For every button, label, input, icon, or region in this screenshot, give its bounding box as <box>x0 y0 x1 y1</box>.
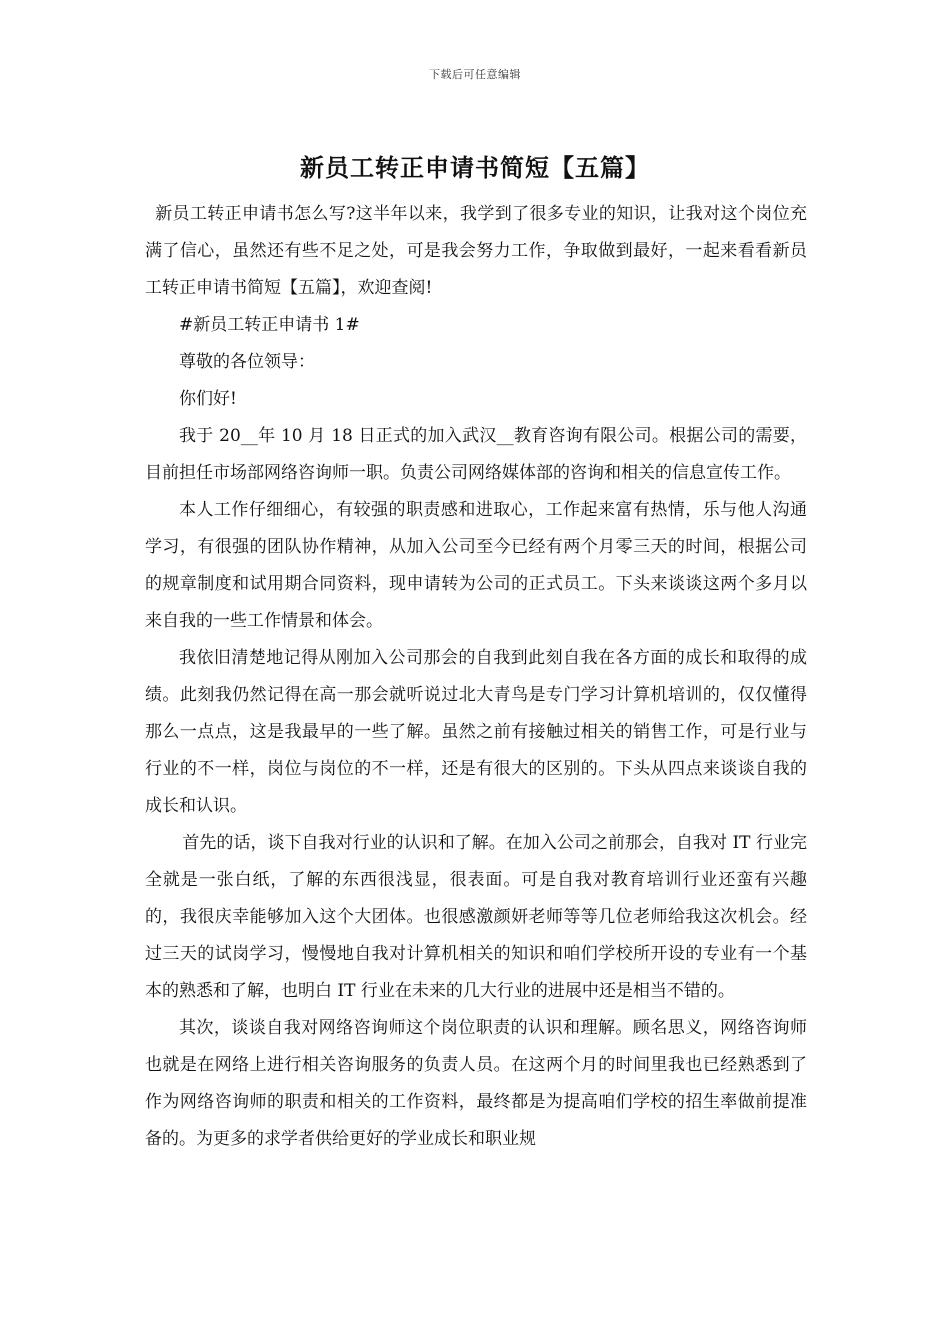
body-paragraph-1: 我于 20__年 10 月 18 日正式的加入武汉__教育咨询有限公司。根据公司的需要，目前担任市场部网络咨询师一职。负责公司网络媒体部的咨询和相关的信息宣传工作。 <box>145 426 807 483</box>
document-body <box>145 196 807 1158</box>
intro-paragraph: 新员工转正申请书怎么写?这半年以来，我学到了很多专业的知识，让我对这个岗位充满了信心，虽然还有些不足之处，可是我会努力工作，争取做到最好，一起来看看新员工转正申请书简短【五篇】，欢迎查阅! <box>145 204 807 298</box>
document-title: 新员工转正申请书简短【五篇】 <box>300 153 650 182</box>
body-paragraph-5: 其次，谈谈自我对网络咨询师这个岗位职责的认识和理解。顾名思义，网络咨询师也就是在网络上进行相关咨询服务的负责人员。在这两个月的时间里我也已经熟悉到了作为网络咨询师的职责和相关的工作资料，最终都是为提高咱们学校的招生率做前提准备的。为更多的求学者供给更好的学业成长和职业规 <box>145 1018 807 1149</box>
body-paragraph-4: 首先的话，谈下自我对行业的认识和了解。在加入公司之前那会，自我对 IT 行业完全就是一张白纸，了解的东西很浅显，很表面。可是自我对教育培训行业还蛮有兴趣的，我很庆幸能够加入这个大团体。也很感激颜妍老师等等几位老师给我这次机会。经过三天的试岗学习，慢慢地自我对计算机相关的知识和咱们学校所开设的专业有一个基本的熟悉和了解，也明白 IT 行业在未来的几大行业的进展中还是相当不错的。 <box>145 833 807 1001</box>
greeting: 你们好! <box>179 389 237 409</box>
body-paragraph-3: 我依旧清楚地记得从刚加入公司那会的自我到此刻自我在各方面的成长和取得的成绩。此刻我仍然记得在高一那会就听说过北大青鸟是专门学习计算机培训的，仅仅懂得那么一点点，这是我最早的一些了解。虽然之前有接触过相关的销售工作，可是行业与行业的不一样，岗位与岗位的不一样，还是有很大的区别的。下头从四点来谈谈自我的成长和认识。 <box>145 648 807 816</box>
salutation: 尊敬的各位领导： <box>179 352 315 372</box>
page-header-note: 下载后可任意编辑 <box>429 68 521 81</box>
body-paragraph-2: 本人工作仔细细心，有较强的职责感和进取心，工作起来富有热情，乐与他人沟通学习，有很强的团队协作精神，从加入公司至今已经有两个月零三天的时间，根据公司的规章制度和试用期合同资料，现申请转为公司的正式员工。下头来谈谈这两个多月以来自我的一些工作情景和体会。 <box>145 500 807 631</box>
section-heading: #新员工转正申请书 1# <box>179 315 360 335</box>
